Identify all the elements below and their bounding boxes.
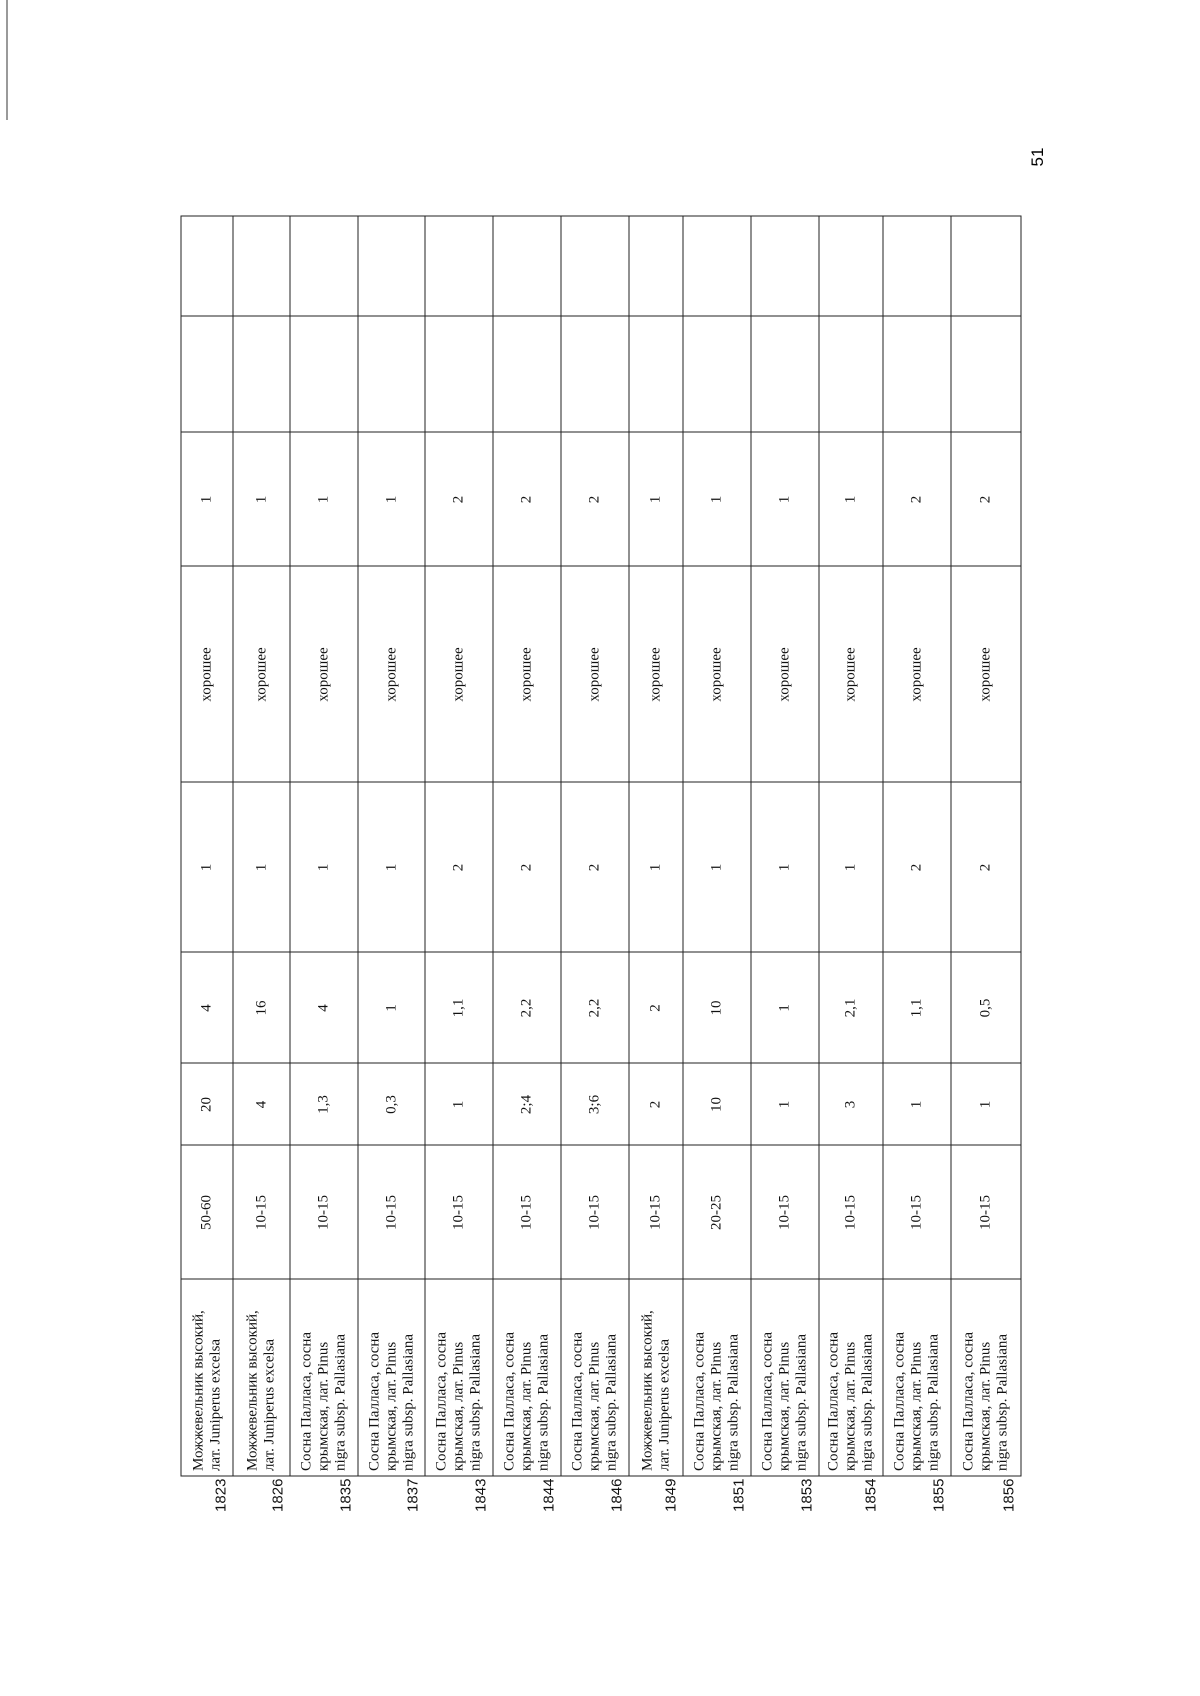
species-line: nigra subsp. Pallasiana — [332, 1333, 348, 1471]
table-row — [751, 216, 819, 1513]
species-line: Можжевельник высокий, — [638, 1309, 655, 1471]
table-row — [683, 216, 751, 1513]
condition-cell: хорошее — [683, 566, 751, 782]
trees-table — [180, 216, 1021, 1514]
diameter-cell: 1 — [358, 952, 425, 1063]
species-line: крымская, лат. Pinus — [315, 1341, 331, 1471]
condition-cell: хорошее — [181, 566, 233, 782]
count-cell: 1 — [181, 432, 233, 566]
empty-cell — [751, 216, 819, 316]
empty-cell — [683, 216, 751, 316]
species-line: nigra subsp. Pallasiana — [603, 1333, 619, 1471]
empty-cell — [951, 316, 1021, 432]
condition-cell: хорошее — [819, 566, 883, 782]
species-line: Сосна Палласа, сосна — [433, 1331, 449, 1471]
species-line: Сосна Палласа, сосна — [759, 1331, 775, 1471]
row-id-cell: 1853 — [797, 1478, 815, 1512]
diameter-cell: 2 — [629, 952, 683, 1063]
height-cell: 4 — [233, 1063, 290, 1145]
height-cell: 10 — [683, 1063, 751, 1145]
count-cell: 1 — [683, 432, 751, 566]
quantity-cell: 1 — [629, 782, 683, 952]
row-id-cell: 1856 — [999, 1478, 1017, 1512]
diameter-cell: 2,1 — [819, 952, 883, 1063]
species-line: nigra subsp. Pallasiana — [793, 1333, 809, 1471]
quantity-cell: 1 — [358, 782, 425, 952]
species-line: лат. Juniperus excelsa — [206, 1338, 223, 1471]
row-id-cell: 1843 — [471, 1478, 489, 1512]
species-line: nigra subsp. Pallasiana — [725, 1333, 741, 1471]
diameter-cell: 1,1 — [425, 952, 493, 1063]
height-cell: 20 — [181, 1063, 233, 1145]
height-cell: 3;6 — [561, 1063, 629, 1145]
scan-edge-line — [6, 0, 8, 120]
empty-cell — [233, 316, 290, 432]
condition-cell: хорошее — [883, 566, 951, 782]
table-row — [819, 216, 883, 1513]
table-row — [358, 216, 425, 1513]
row-id-cell: 1837 — [403, 1478, 421, 1512]
species-line: крымская, лат. Pinus — [708, 1341, 724, 1471]
height-cell: 2 — [629, 1063, 683, 1145]
diameter-cell: 4 — [290, 952, 358, 1063]
species-cell — [561, 1279, 629, 1476]
table-row — [181, 216, 233, 1513]
age-cell: 10-15 — [629, 1145, 683, 1279]
species-cell — [751, 1279, 819, 1476]
species-cell — [629, 1279, 683, 1476]
species-line: лат. Juniperus excelsa — [655, 1338, 672, 1471]
species-cell — [819, 1279, 883, 1476]
empty-cell — [425, 316, 493, 432]
species-line: крымская, лат. Pinus — [586, 1341, 602, 1471]
height-cell: 1 — [751, 1063, 819, 1145]
empty-cell — [493, 316, 561, 432]
age-cell: 10-15 — [233, 1145, 290, 1279]
height-cell: 1 — [883, 1063, 951, 1145]
age-cell: 10-15 — [561, 1145, 629, 1279]
species-line: nigra subsp. Pallasiana — [399, 1333, 416, 1471]
species-line: Сосна Палласа, сосна — [891, 1331, 907, 1471]
species-cell — [233, 1279, 290, 1476]
table-row — [629, 216, 683, 1513]
species-line: nigra subsp. Pallasiana — [467, 1333, 483, 1471]
height-cell: 1 — [425, 1063, 493, 1145]
empty-cell — [290, 216, 358, 316]
empty-cell — [883, 316, 951, 432]
count-cell: 1 — [629, 432, 683, 566]
quantity-cell: 1 — [181, 782, 233, 952]
age-cell: 10-15 — [819, 1145, 883, 1279]
age-cell: 10-15 — [290, 1145, 358, 1279]
empty-cell — [951, 216, 1021, 316]
count-cell: 2 — [493, 432, 561, 566]
empty-cell — [358, 216, 425, 316]
species-line: крымская, лат. Pinus — [450, 1341, 466, 1471]
age-cell: 10-15 — [493, 1145, 561, 1279]
table-body — [181, 216, 1021, 1513]
quantity-cell: 1 — [819, 782, 883, 952]
species-line: лат. Juniperus excelsa — [261, 1338, 277, 1471]
empty-cell — [629, 316, 683, 432]
table-rotated-wrapper — [180, 216, 1020, 1513]
row-id-cell: 1851 — [729, 1478, 747, 1512]
row-id-cell: 1835 — [336, 1478, 354, 1512]
empty-cell — [493, 216, 561, 316]
species-line: Можжевельник высокий, — [189, 1309, 206, 1471]
height-cell: 0,3 — [358, 1063, 425, 1145]
diameter-cell: 0,5 — [951, 952, 1021, 1063]
diameter-cell: 1 — [751, 952, 819, 1063]
diameter-cell: 1,1 — [883, 952, 951, 1063]
row-id-cell: 1826 — [268, 1478, 286, 1512]
species-cell — [493, 1279, 561, 1476]
condition-cell: хорошее — [561, 566, 629, 782]
empty-cell — [629, 216, 683, 316]
count-cell: 2 — [561, 432, 629, 566]
count-cell: 2 — [883, 432, 951, 566]
quantity-cell: 1 — [751, 782, 819, 952]
quantity-cell: 2 — [425, 782, 493, 952]
species-cell — [358, 1279, 425, 1476]
quantity-cell: 2 — [883, 782, 951, 952]
row-id-cell: 1844 — [539, 1478, 557, 1512]
condition-cell: хорошее — [358, 566, 425, 782]
empty-cell — [883, 216, 951, 316]
height-cell: 1,3 — [290, 1063, 358, 1145]
count-cell: 1 — [290, 432, 358, 566]
height-cell: 2;4 — [493, 1063, 561, 1145]
table-row — [290, 216, 358, 1513]
condition-cell: хорошее — [751, 566, 819, 782]
species-line: крымская, лат. Pinus — [977, 1341, 993, 1471]
species-line: nigra subsp. Pallasiana — [859, 1333, 875, 1471]
empty-cell — [425, 216, 493, 316]
empty-cell — [683, 316, 751, 432]
table-row — [561, 216, 629, 1513]
row-id-cell: 1823 — [211, 1478, 229, 1512]
condition-cell: хорошее — [629, 566, 683, 782]
empty-cell — [358, 316, 425, 432]
table-row — [493, 216, 561, 1513]
count-cell: 1 — [358, 432, 425, 566]
empty-cell — [233, 216, 290, 316]
quantity-cell: 1 — [233, 782, 290, 952]
empty-cell — [751, 316, 819, 432]
diameter-cell: 2,2 — [561, 952, 629, 1063]
empty-cell — [290, 316, 358, 432]
species-line: Сосна Палласа, сосна — [960, 1331, 976, 1471]
age-cell: 10-15 — [425, 1145, 493, 1279]
height-cell: 1 — [951, 1063, 1021, 1145]
count-cell: 2 — [425, 432, 493, 566]
species-cell — [951, 1279, 1021, 1476]
species-line: nigra subsp. Pallasiana — [535, 1333, 551, 1471]
species-line: Сосна Палласа, сосна — [365, 1331, 382, 1471]
species-line: nigra subsp. Pallasiana — [925, 1333, 941, 1471]
quantity-cell: 2 — [561, 782, 629, 952]
quantity-cell: 2 — [493, 782, 561, 952]
condition-cell: хорошее — [951, 566, 1021, 782]
count-cell: 1 — [819, 432, 883, 566]
species-cell — [290, 1279, 358, 1476]
species-line: крымская, лат. Pinus — [382, 1341, 399, 1471]
height-cell: 3 — [819, 1063, 883, 1145]
species-line: Сосна Палласа, сосна — [501, 1331, 517, 1471]
table-row — [233, 216, 290, 1513]
table-row — [425, 216, 493, 1513]
age-cell: 10-15 — [358, 1145, 425, 1279]
count-cell: 1 — [233, 432, 290, 566]
species-line: крымская, лат. Pinus — [908, 1341, 924, 1471]
empty-cell — [561, 216, 629, 316]
empty-cell — [181, 216, 233, 316]
condition-cell: хорошее — [290, 566, 358, 782]
age-cell: 10-15 — [951, 1145, 1021, 1279]
species-cell — [683, 1279, 751, 1476]
row-id-cell: 1855 — [929, 1478, 947, 1512]
species-line: nigra subsp. Pallasiana — [994, 1333, 1010, 1471]
count-cell: 1 — [751, 432, 819, 566]
table-row — [951, 216, 1021, 1513]
species-line: Сосна Палласа, сосна — [825, 1331, 841, 1471]
diameter-cell: 4 — [181, 952, 233, 1063]
species-line: Сосна Палласа, сосна — [298, 1331, 314, 1471]
species-line: крымская, лат. Pinus — [842, 1341, 858, 1471]
age-cell: 10-15 — [751, 1145, 819, 1279]
empty-cell — [561, 316, 629, 432]
condition-cell: хорошее — [493, 566, 561, 782]
species-cell — [883, 1279, 951, 1476]
species-line: Можжевельник высокий, — [244, 1309, 260, 1471]
table-row — [883, 216, 951, 1513]
species-cell — [425, 1279, 493, 1476]
species-line: крымская, лат. Pinus — [776, 1341, 792, 1471]
species-line: Сосна Палласа, сосна — [691, 1331, 707, 1471]
page-number: 51 — [1028, 147, 1047, 167]
species-line: Сосна Палласа, сосна — [569, 1331, 585, 1471]
age-cell: 20-25 — [683, 1145, 751, 1279]
diameter-cell: 2,2 — [493, 952, 561, 1063]
age-cell: 10-15 — [883, 1145, 951, 1279]
species-cell — [181, 1279, 233, 1476]
diameter-cell: 10 — [683, 952, 751, 1063]
row-id-cell: 1846 — [607, 1478, 625, 1512]
quantity-cell: 1 — [290, 782, 358, 952]
row-id-cell: 1854 — [861, 1478, 879, 1512]
species-line: крымская, лат. Pinus — [518, 1341, 534, 1471]
quantity-cell: 1 — [683, 782, 751, 952]
age-cell: 50-60 — [181, 1145, 233, 1279]
condition-cell: хорошее — [425, 566, 493, 782]
empty-cell — [819, 316, 883, 432]
quantity-cell: 2 — [951, 782, 1021, 952]
row-id-cell: 1849 — [661, 1478, 679, 1512]
empty-cell — [181, 316, 233, 432]
condition-cell: хорошее — [233, 566, 290, 782]
empty-cell — [819, 216, 883, 316]
count-cell: 2 — [951, 432, 1021, 566]
diameter-cell: 16 — [233, 952, 290, 1063]
